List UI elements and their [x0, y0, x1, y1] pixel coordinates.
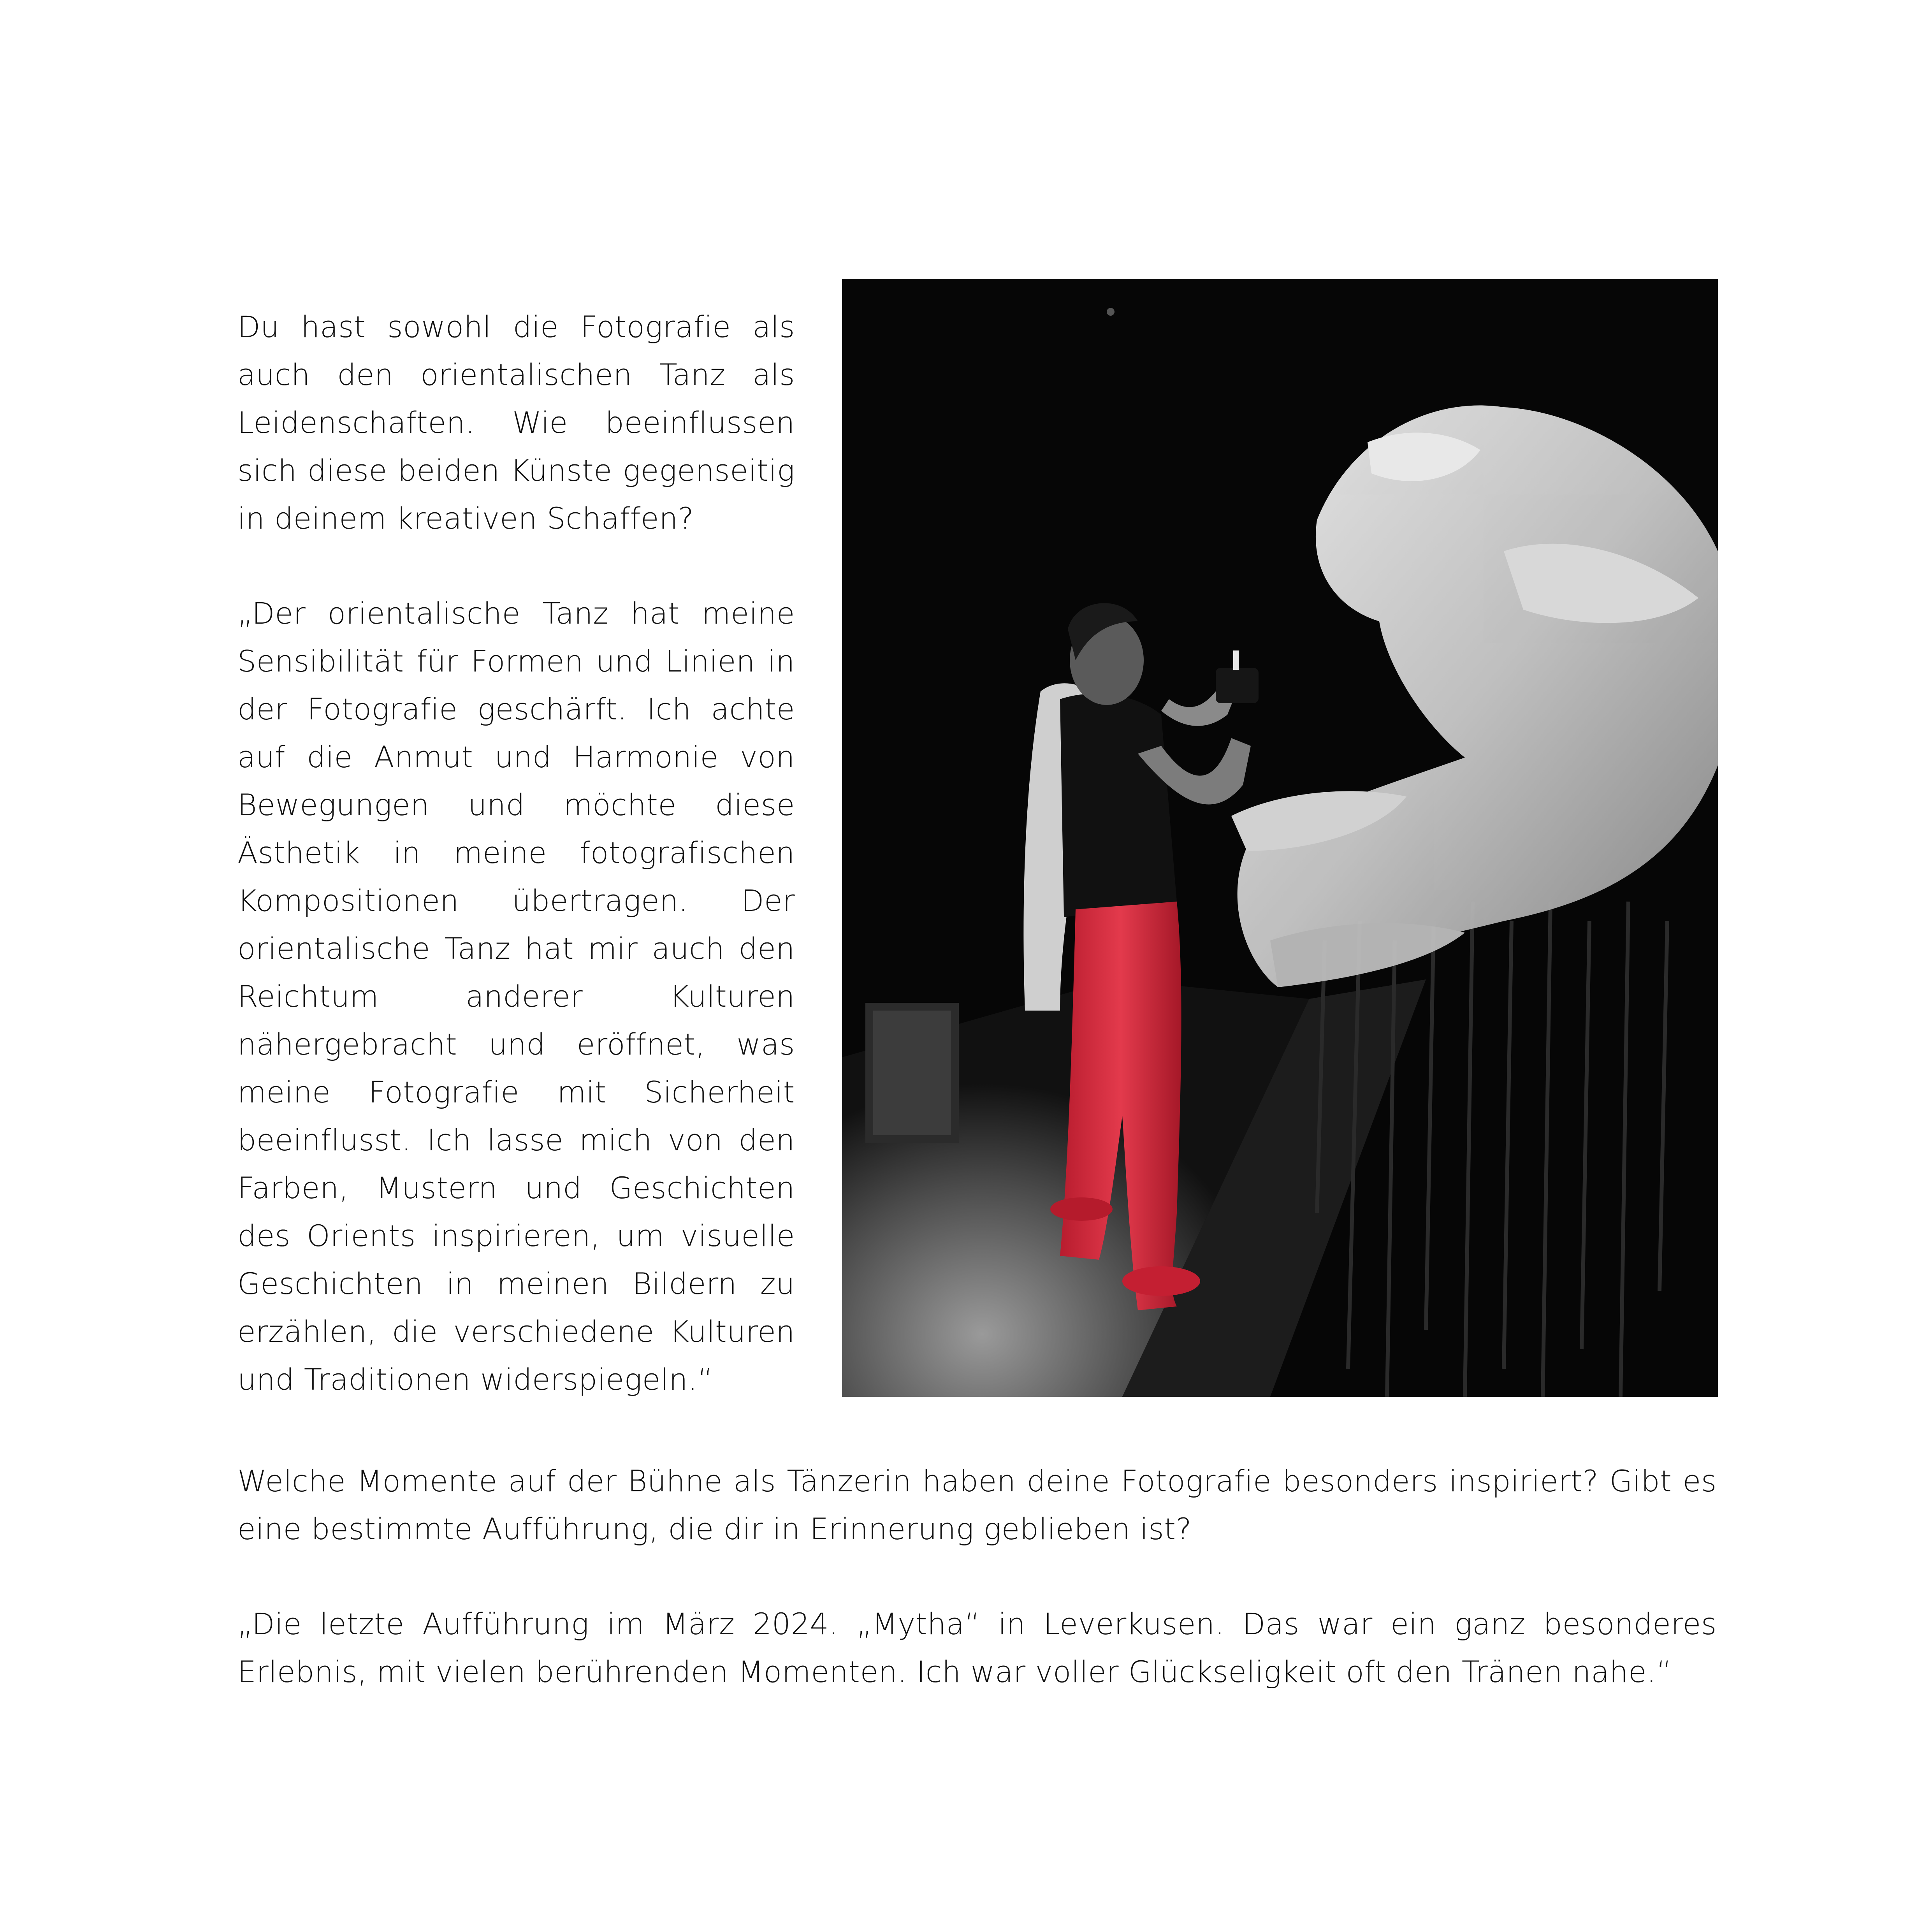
answer-2-text: „Die letzte Aufführung im März 2024. „Mytha“ in Leverkusen. Das war ein ganz besonderes Erlebnis, mit vielen berührenden Momenten. Ich war voller Glückseligkeit oft den Tränen nahe.“: [237, 1607, 1717, 1689]
answer-1-text: „Der orientalische Tanz hat meine Sensibilität für Formen und Linien in der Fotografie geschärft. Ich achte auf die Anmut und Harmonie von Bewegungen und möchte diese Ästhetik in meine fotografischen Kompositionen übertragen. Der orientalische Tanz hat mir auch den Reichtum anderer Kulturen nähergebracht und eröffnet, was meine Fotografie mit Sicherheit beeinflusst. Ich lasse mich von den Farben, Mustern und Geschichten des Orients inspirieren, um visuelle Geschichten in meinen Bildern zu erzählen, die verschiedene Kulturen und Traditionen widerspiegeln.“: [237, 596, 795, 1397]
question-1-text: Du hast sowohl die Fotografie als auch den orientalischen Tanz als Leidenschaften. Wie beeinflussen sich diese beiden Künste gegenseitig in deinem kreativen Schaffen?: [237, 309, 795, 536]
photo-woman-photographing-sculpture: [842, 279, 1718, 1397]
question-2-text: Welche Momente auf der Bühne als Tänzerin haben deine Fotografie besonders inspiriert? Gibt es eine bestimmte Aufführung, die dir in Erinnerung geblieben ist?: [237, 1464, 1717, 1546]
